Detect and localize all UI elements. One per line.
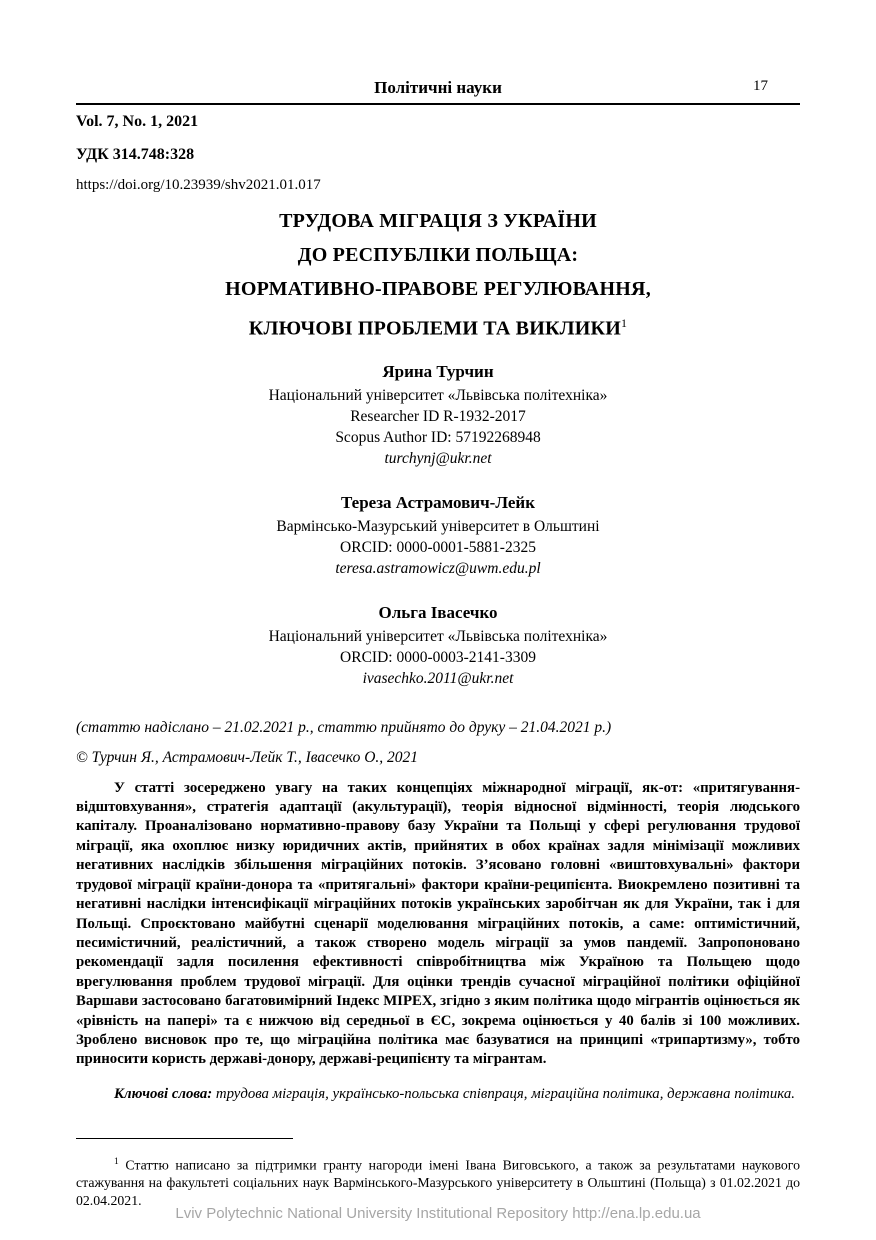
journal-section-title: Політичні науки <box>374 78 502 97</box>
author-name: Ольга Івасечко <box>378 602 498 622</box>
footnote-divider <box>76 1138 293 1139</box>
copyright-notice: © Турчин Я., Астрамович-Лейк Т., Івасечко О., 2021 <box>76 748 419 766</box>
keywords-text: трудова міграція, українсько-польська співпраця, міграційна політика, державна політика. <box>212 1085 795 1102</box>
doi-link[interactable]: https://doi.org/10.23939/shv2021.01.017 <box>76 177 321 193</box>
author-block <box>76 491 800 579</box>
udc-code: УДК 314.748:328 <box>76 146 195 163</box>
title-footnote-marker: 1 <box>621 316 628 330</box>
repository-footer-link[interactable]: Lviv Polytechnic National University Institutional Repository http://ena.lp.edu.ua <box>175 1205 701 1222</box>
footnote-marker: 1 <box>114 1156 119 1167</box>
author-researcher-id: Researcher ID R-1932-2017 <box>350 407 526 425</box>
article-title-line: ДО РЕСПУБЛІКИ ПОЛЬЩА: <box>297 244 579 266</box>
author-name: Тереза Астрамович-Лейк <box>340 492 536 512</box>
volume-info: Vol. 7, No. 1, 2021 <box>76 113 199 130</box>
keywords-line <box>76 1085 800 1104</box>
author-scopus-id: Scopus Author ID: 57192268948 <box>335 428 541 446</box>
article-title-line: НОРМАТИВНО-ПРАВОВЕ РЕГУЛЮВАННЯ, <box>225 278 651 300</box>
author-orcid: ORCID: 0000-0003-2141-3309 <box>340 648 536 666</box>
author-block <box>76 360 800 469</box>
page-number: 17 <box>753 78 768 94</box>
author-affiliation: Вармінсько-Мазурський університет в Ольштині <box>276 517 600 535</box>
author-name: Ярина Турчин <box>382 361 494 381</box>
author-email[interactable]: teresa.astramowicz@uwm.edu.pl <box>335 559 541 577</box>
author-email[interactable]: ivasechko.2011@ukr.net <box>362 669 514 687</box>
article-title-line <box>76 306 800 346</box>
footnote-block <box>76 1138 800 1210</box>
article-title-line-text: КЛЮЧОВІ ПРОБЛЕМИ ТА ВИКЛИКИ <box>248 317 622 340</box>
author-block <box>76 601 800 689</box>
author-affiliation: Національний університет «Львівська політехніка» <box>268 386 608 404</box>
submission-dates: (статтю надіслано – 21.02.2021 р., статтю прийнято до друку – 21.04.2021 р.) <box>76 718 612 736</box>
running-header <box>76 78 800 105</box>
author-affiliation: Національний університет «Львівська політехніка» <box>268 627 608 645</box>
footnote-text <box>76 1153 800 1211</box>
article-title <box>76 204 800 346</box>
abstract-text: У статті зосереджено увагу на таких концепціях міжнародної міграції, як-от: «притягування-відштовхування», стратегія адаптації (акультурації), теорія відносної відмінності, теорія людського капіталу. Проаналізовано нормативно-правову базу України та Польщі у сфері регулювання трудової міграції, яка охоплює низку юридичних актів, прийнятих в обох країнах задля мінімізації можливих негативних наслідків збільшення міграційних потоків. З’ясовано головні «виштовхувальні» фактори трудової міграції країни-донора та «притягальні» фактори країни-реципієнта. Виокремлено позитивні та негативні наслідки інтенсифікації міграційних потоків українських заробітчан як для України, так і для Польщі. Спроєктовано майбутні сценарії моделювання міграційних потоків, а саме: оптимістичний, песимістичний, реалістичний, а також створено модель міграції за умов пандемії. Запропоновано рекомендації задля посилення ефективності співробітництва між Україною та Польщею щодо врегулювання проблем трудової міграції. Для оцінки трендів сучасної міграційної політики офіційної Варшави застосовано багатовимірний Індекс MIPEX, згідно з яким політика щодо мігрантів оцінюється як «рівність на папері» та є нижчою від середньої в ЄС, зокрема оцінюється у 40 балів зі 100 можливих. Зроблено висновок про те, що міграційна політика має базуватися на принципі «трипартизму», тобто приносити користь державі-донору, державі-реципієнту та мігрантам. <box>76 779 800 1068</box>
keywords-label: Ключові слова: <box>114 1085 213 1102</box>
footnote-body: Статтю написано за підтримки гранту нагороди імені Івана Виговського, а також за результатами наукового стажування на факультеті соціальних наук Вармінського-Мазурського університету в Ольштині (Польща) з 01.02.2021 до 02.04.2021. <box>76 1157 800 1209</box>
author-email[interactable]: turchynj@ukr.net <box>384 449 492 467</box>
article-title-line: ТРУДОВА МІГРАЦІЯ З УКРАЇНИ <box>279 210 597 232</box>
author-orcid: ORCID: 0000-0001-5881-2325 <box>340 538 536 556</box>
